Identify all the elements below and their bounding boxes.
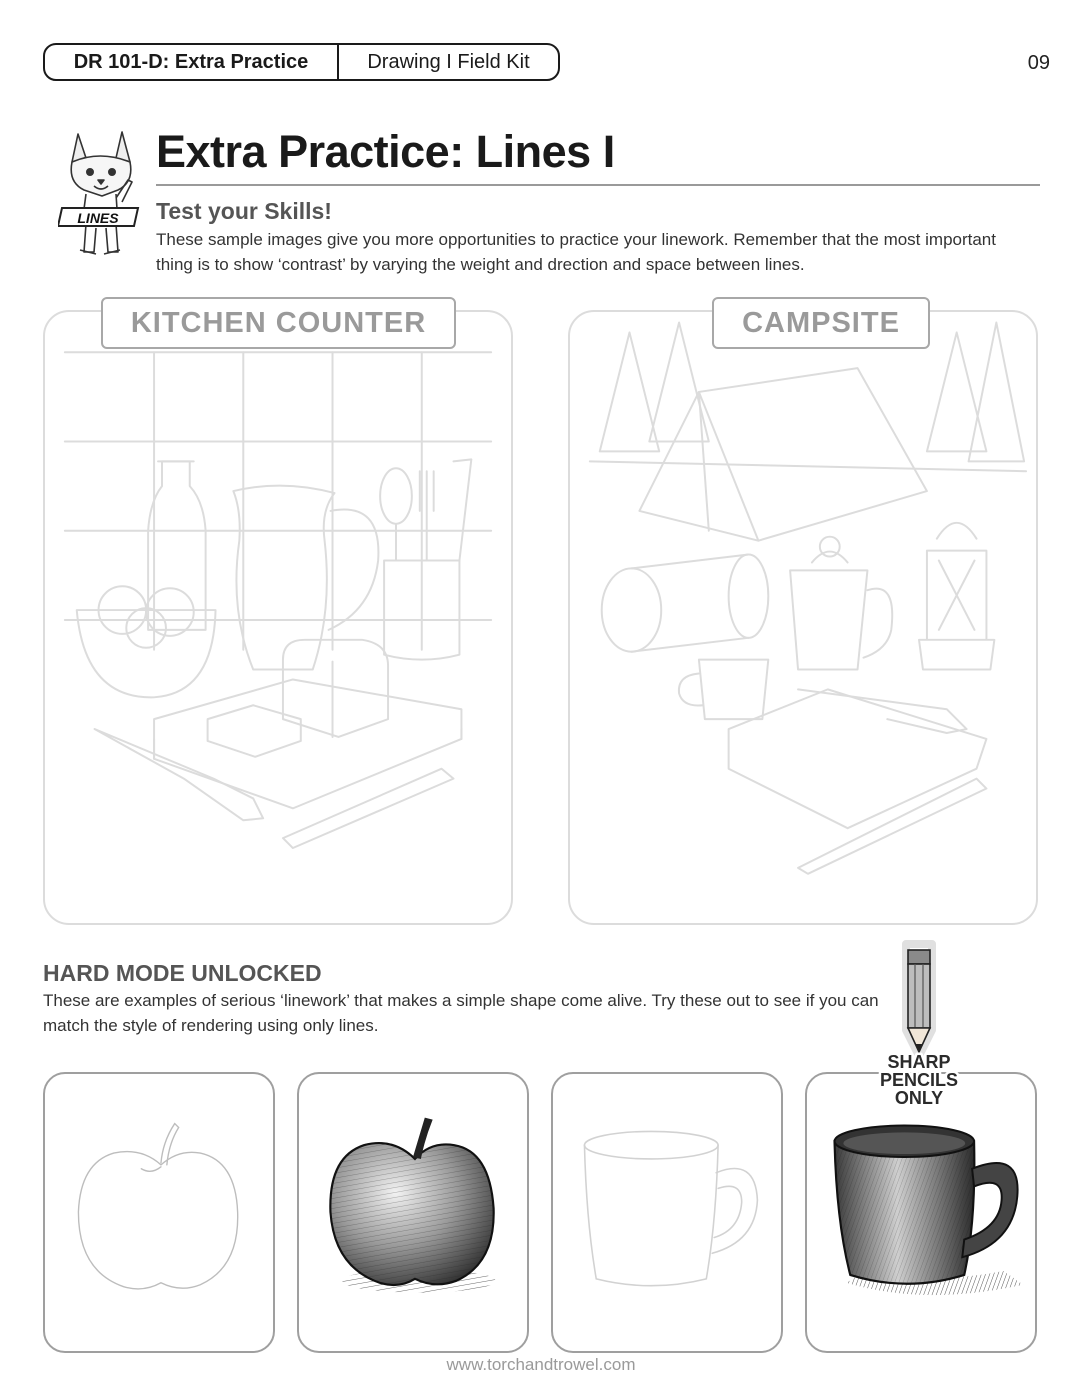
mug-outline-tile [551, 1072, 783, 1353]
campsite-panel [568, 310, 1038, 925]
hard-mode-title: HARD MODE UNLOCKED [43, 960, 322, 986]
apple-outline [45, 1074, 273, 1351]
badge-line-1: SHARP [887, 1052, 951, 1072]
kit-label: Drawing I Field Kit [367, 50, 530, 73]
mug-rendered [807, 1074, 1035, 1351]
kitchen-still-life-sketch [45, 312, 511, 923]
mug-rendered-tile [805, 1072, 1037, 1353]
mascot-banner-text: LINES [77, 210, 119, 226]
page-title: Extra Practice: Lines I [156, 126, 615, 177]
footer-website: www.torchandtrowel.com [446, 1355, 636, 1374]
section-subtitle: Test your Skills! [156, 198, 332, 224]
apple-rendered-tile [297, 1072, 529, 1353]
title-divider [156, 184, 1040, 186]
intro-paragraph: These sample images give you more opportunities to practice your linework. Remember that the most important thing is to show ‘contrast’ by varying the weight and drection and space between lines. [156, 230, 996, 274]
mug-outline [553, 1074, 781, 1351]
badge-line-3: ONLY [894, 1088, 944, 1108]
hard-mode-paragraph: These are examples of serious ‘linework’ that makes a simple shape come alive. Try these out to see if you can match the style of rendering using only lines. [43, 991, 879, 1035]
kitchen-counter-label: KITCHEN COUNTER [101, 297, 456, 349]
apple-rendered [299, 1074, 527, 1351]
badge-line-2: PENCILS [879, 1070, 959, 1090]
fox-mascot-icon [58, 128, 142, 262]
course-header-pill [43, 43, 560, 81]
page-number: 09 [1027, 52, 1050, 74]
kitchen-counter-panel [43, 310, 513, 925]
sharp-pencils-badge [862, 940, 976, 1110]
pencil-icon [906, 944, 932, 1056]
apple-outline-tile [43, 1072, 275, 1353]
campsite-still-life-sketch [570, 312, 1036, 923]
course-label: DR 101-D: Extra Practice [45, 45, 339, 79]
campsite-label: CAMPSITE [712, 297, 930, 349]
